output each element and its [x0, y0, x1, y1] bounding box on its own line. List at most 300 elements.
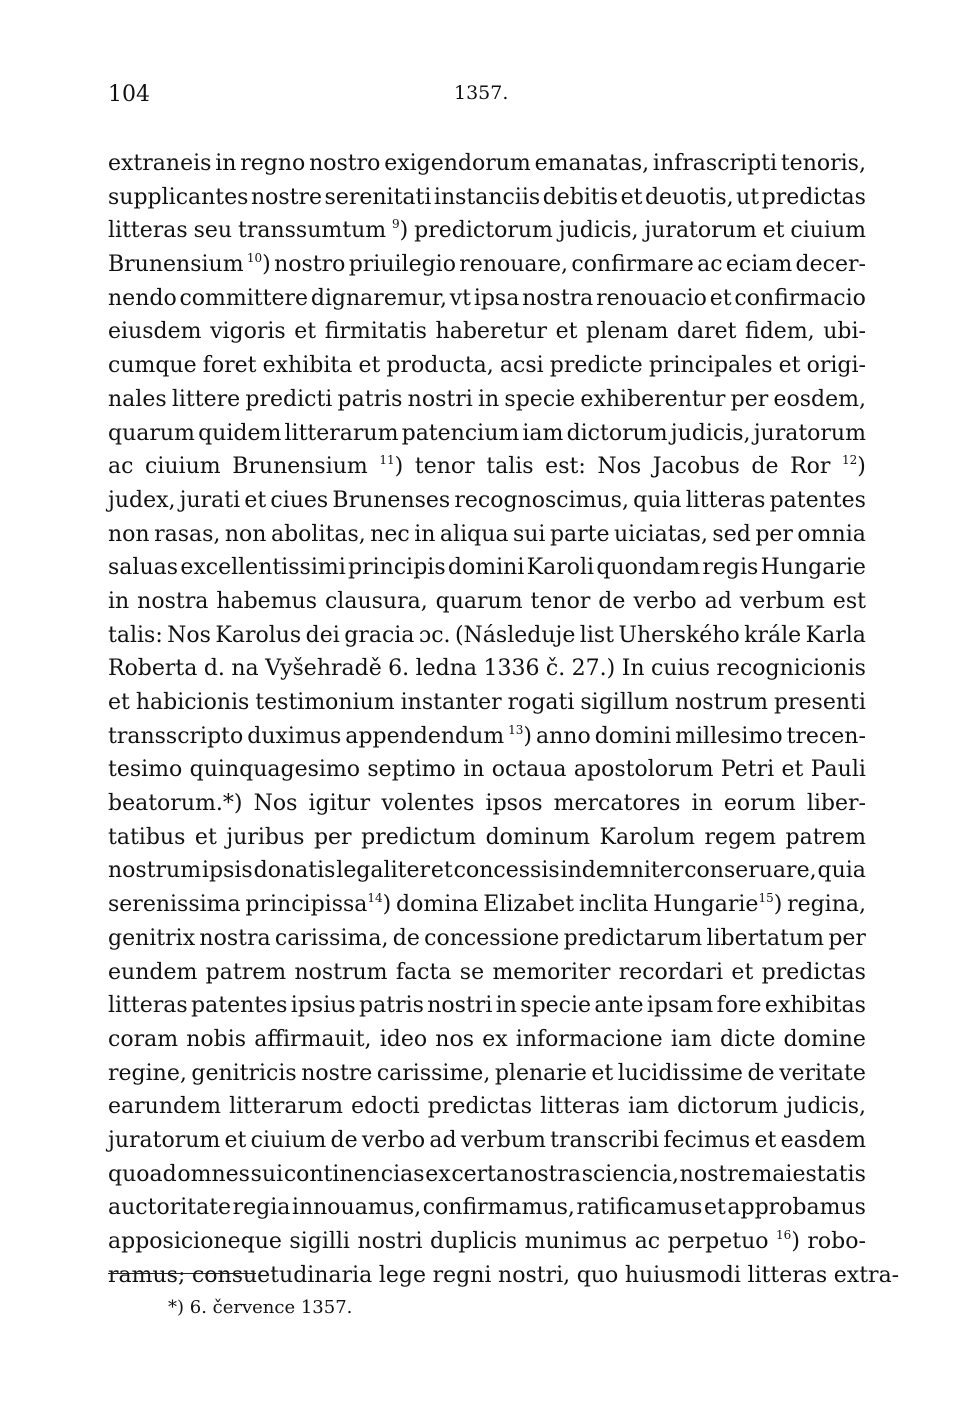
word: edocti [351, 1094, 420, 1120]
text-line [108, 821, 866, 855]
text-line [108, 787, 866, 821]
footnote: *) 6. července 1357. [168, 1297, 353, 1318]
word: predictas [427, 1094, 533, 1120]
running-header [108, 82, 866, 122]
text-line [108, 686, 866, 720]
word: nostre [250, 184, 323, 210]
word: d. [203, 656, 225, 682]
word: nostri [357, 1229, 423, 1254]
word: predictarum [563, 925, 703, 951]
word: ratificamus [576, 1195, 703, 1221]
word: quo [576, 1262, 619, 1288]
text-line [108, 922, 866, 956]
footnote-marker: 14 [367, 891, 383, 906]
word: trecen- [786, 723, 866, 749]
word: judicis, [786, 1094, 866, 1120]
word: iam [627, 1094, 669, 1120]
footnote-separator [108, 1273, 256, 1274]
word: priuilegio [348, 252, 456, 278]
word: et [224, 1127, 247, 1153]
word: apostolorum [573, 757, 714, 783]
text-line [108, 619, 866, 653]
word: volentes [381, 791, 475, 817]
word: robo- [807, 1229, 866, 1254]
word: cuius [650, 656, 710, 682]
word: committere [179, 285, 309, 311]
word: ciues [270, 487, 329, 513]
text-line [108, 383, 866, 417]
word: nostre [679, 1161, 751, 1187]
word: na [231, 656, 259, 682]
word: iam [670, 1026, 712, 1052]
word: regine, [108, 1060, 187, 1086]
word: et [430, 858, 453, 884]
word: Karoli [526, 555, 595, 581]
word: haberetur [435, 319, 547, 345]
word: regia [232, 1195, 291, 1221]
word: Karolum [599, 824, 695, 850]
word: rasas, [154, 521, 221, 547]
word: č. [545, 656, 566, 682]
word: exhibita [262, 353, 353, 379]
text-line [108, 450, 866, 484]
word: per [755, 521, 793, 547]
word: $^{13}$) [508, 722, 533, 749]
word: et [703, 1195, 726, 1221]
text-line [108, 1225, 866, 1259]
word: seu [193, 218, 233, 244]
word: litteras [685, 487, 766, 513]
text-line [108, 1023, 866, 1057]
word: regina, [787, 892, 866, 918]
text-line [108, 720, 866, 754]
word: de [330, 1127, 358, 1153]
word: littere [171, 386, 241, 412]
word: decer- [795, 252, 866, 278]
word: munimus [524, 1229, 628, 1254]
word: eiusdem [108, 319, 202, 345]
word: quidem [198, 420, 282, 446]
word: $^9$) [392, 217, 409, 244]
text-line [108, 147, 866, 181]
word: predictas [761, 959, 866, 985]
word: nostrum [674, 690, 768, 715]
word: domina [396, 892, 479, 918]
word: ipsa [473, 285, 520, 311]
word: predicte [549, 353, 643, 379]
text-line [108, 214, 866, 248]
word: ciuium [145, 454, 221, 480]
word: litterarum [229, 1094, 344, 1120]
word: origi- [806, 353, 866, 379]
text-line [108, 417, 866, 451]
word: concessis [453, 858, 560, 884]
word: fecimus [663, 1127, 751, 1153]
word: Nos [253, 791, 298, 817]
word: donatis [253, 858, 336, 884]
word: ramus; [108, 1262, 186, 1288]
footnote-marker: 16 [776, 1228, 792, 1242]
word: specie [520, 993, 592, 1019]
word: litteras [540, 1094, 620, 1120]
word: approbamus [727, 1195, 866, 1221]
word: 27.) [571, 656, 616, 682]
text-line [108, 484, 866, 518]
word: Hungarie [760, 555, 866, 581]
word: nos [435, 1026, 475, 1052]
word: sciencia, [581, 1161, 679, 1187]
word: quondam [596, 555, 701, 581]
word: confirmare [571, 252, 694, 278]
word: et [754, 1127, 777, 1153]
word: patrem [205, 959, 287, 985]
word: libertatum [706, 925, 825, 951]
word: in [477, 386, 500, 412]
word: juratorum [753, 420, 866, 446]
word: ante [594, 993, 644, 1019]
word: Uherského [618, 622, 740, 648]
word: easdem [780, 1127, 866, 1153]
word: ubi- [823, 319, 866, 345]
word: ɔc. [418, 622, 451, 648]
word: anno [536, 723, 591, 749]
word: ac [697, 252, 723, 278]
word: nendo [108, 285, 177, 311]
word: appendendum [345, 723, 505, 749]
word: Brunensium [232, 454, 368, 480]
text-line [108, 1191, 866, 1225]
footnote-marker: 11 [379, 453, 395, 468]
word: recordari [618, 959, 724, 985]
word: et [591, 1060, 614, 1086]
word: dictorum [566, 420, 668, 446]
word: regno [240, 151, 306, 176]
word: Ror [790, 454, 831, 480]
word: $^{16}$) [776, 1228, 800, 1254]
word: acsi [499, 353, 544, 379]
word: affirmauit, [254, 1026, 372, 1052]
text-line [108, 888, 866, 922]
word: Roberta [108, 656, 198, 682]
word: Karolus [215, 622, 302, 648]
text-line [108, 1158, 866, 1192]
word: concessione [424, 925, 560, 951]
word: igitur [308, 791, 371, 817]
text-line [108, 854, 866, 888]
word: continencias [283, 1161, 425, 1187]
word: abolitas, [270, 521, 366, 547]
word: tenor [414, 454, 475, 480]
word: nostrum [108, 858, 202, 884]
word: sed [712, 521, 751, 547]
word: patentes [191, 993, 288, 1019]
word: domini [447, 555, 525, 581]
word: verbum [739, 588, 825, 614]
word: judicis, [558, 218, 639, 244]
word: regis [702, 555, 759, 581]
word: clausura, [324, 588, 428, 614]
word: nostra [199, 925, 271, 951]
word: vigoris [210, 319, 286, 345]
word: ex [425, 1161, 451, 1187]
word: verbo [633, 588, 697, 614]
word: presenti [773, 690, 866, 715]
word: (Následuje [454, 622, 576, 648]
text-line [108, 1090, 866, 1124]
word: quia [817, 858, 866, 884]
footnote-marker: 13 [508, 722, 524, 737]
word: et [781, 757, 804, 783]
word: certa [451, 1161, 510, 1187]
word: $^{11}$) [379, 453, 404, 480]
word: debitis [542, 184, 619, 210]
text-line [108, 181, 866, 215]
text-line [108, 518, 866, 552]
word: sigillum [580, 690, 669, 715]
word: dignaremur, [310, 285, 447, 311]
word: se [459, 959, 485, 985]
word: plenam [586, 319, 669, 345]
word: predicti [245, 386, 333, 412]
word: renouare, [459, 252, 569, 278]
word: ciuium [250, 1127, 327, 1153]
word: quarum [435, 588, 523, 614]
word: et [108, 690, 130, 715]
word: nostri [407, 386, 473, 412]
word: de [751, 454, 779, 480]
word: ideo [379, 1026, 428, 1052]
word: ipsis [201, 858, 253, 884]
word: duplicis [430, 1229, 518, 1254]
word: maiestatis [751, 1161, 866, 1187]
word: transscripto [108, 723, 244, 749]
word: octaua [491, 757, 567, 783]
word: instanter [400, 690, 502, 715]
word: supplicantes [108, 184, 249, 210]
word: ipsius [290, 993, 356, 1019]
word: verbo [361, 1127, 426, 1153]
word: innouamus, [291, 1195, 422, 1221]
word: litterarum [284, 420, 399, 446]
word: et [709, 285, 732, 311]
word: eciam [725, 252, 793, 278]
word: litteras [108, 993, 188, 1019]
word: ipsos [485, 791, 543, 817]
word: ad [704, 588, 732, 614]
word: confirmacio [734, 285, 866, 311]
word: ex [482, 1026, 508, 1052]
word: Jacobus [652, 454, 740, 480]
word: septimo [367, 757, 456, 783]
text-line [108, 652, 866, 686]
word: sui [512, 521, 546, 547]
text-line [108, 1259, 900, 1293]
word: habemus [216, 588, 318, 614]
word: litteras [747, 1262, 828, 1288]
word: habicionis [135, 690, 250, 715]
word: nales [108, 386, 167, 412]
word: nobis [186, 1026, 247, 1052]
word: tatibus [108, 824, 186, 850]
body-text [108, 147, 900, 1292]
word: plenarie [494, 1060, 587, 1086]
word: fore [716, 993, 762, 1019]
word: de [598, 588, 626, 614]
word: de [747, 1060, 775, 1086]
word: eorum [723, 791, 796, 817]
word: exhiberentur [580, 386, 726, 412]
word: et [244, 487, 267, 513]
word: per [313, 824, 352, 850]
word: dei [305, 622, 340, 648]
word: cumque [108, 353, 197, 379]
word: recognicionis [716, 656, 866, 682]
word: deuotis, [644, 184, 734, 210]
word: talis: [108, 622, 163, 648]
word: est: [545, 454, 586, 480]
word: specie [504, 386, 576, 412]
word: sui [250, 1161, 284, 1187]
word: sigilli [289, 1229, 350, 1254]
word: Hungarie$^{15}$) [653, 891, 783, 918]
word: et [762, 218, 785, 244]
word: exhibitas [764, 993, 866, 1019]
word: vt [449, 285, 472, 311]
word: testimonium [255, 690, 395, 715]
word: confirmamus, [422, 1195, 575, 1221]
word: liber- [806, 791, 866, 817]
word: ledna [415, 656, 478, 682]
word: patencium [401, 420, 520, 446]
word: conseruare, [684, 858, 817, 884]
word: domini [594, 723, 672, 749]
word: auctoritate [108, 1195, 232, 1221]
word: dictorum [677, 1094, 779, 1120]
word: veritate [779, 1060, 866, 1086]
word: tenoris, [780, 151, 866, 176]
word: Petri [720, 757, 775, 783]
word: millesimo [675, 723, 783, 749]
word: indemniter [560, 858, 684, 884]
word: nec [370, 521, 410, 547]
word: foret [202, 353, 257, 379]
word: principissa$^{14}$) [245, 891, 392, 918]
word: $^{12}$) [841, 453, 866, 480]
word: list [579, 622, 614, 648]
word: coram [108, 1026, 179, 1052]
footnote-marker: 9 [392, 217, 400, 232]
word: inclita [578, 892, 649, 918]
word: renouacio [596, 285, 707, 311]
word: apposicioneque [108, 1229, 282, 1254]
word: patentes [769, 487, 866, 513]
word: serenitati [324, 184, 432, 210]
word: duximus [247, 723, 342, 749]
word: dicte [720, 1026, 776, 1052]
word: nostri, [498, 1262, 571, 1288]
word: nostro [274, 252, 346, 278]
word: Karla [805, 622, 866, 648]
word: parte [549, 521, 610, 547]
word: uiciatas, [614, 521, 708, 547]
word: lege [378, 1262, 427, 1288]
word: tesimo [108, 757, 183, 783]
footnote-marker: 12 [841, 453, 858, 468]
word: extra- [833, 1262, 900, 1288]
word: quinquagesimo [189, 757, 361, 783]
word: et [294, 319, 317, 345]
word: rogati [507, 690, 575, 715]
word: legaliter [336, 858, 431, 884]
text-line [108, 282, 866, 316]
word: Pauli [810, 757, 866, 783]
word: quia [633, 487, 682, 513]
word: facta [395, 959, 452, 985]
word: producta, [386, 353, 494, 379]
word: in [215, 151, 237, 176]
word: instanciis [433, 184, 541, 210]
word: aliqua [439, 521, 509, 547]
word: transsumtum [238, 218, 387, 244]
word: ac [108, 454, 134, 480]
word: earundem [108, 1094, 221, 1120]
word: verbum [460, 1127, 546, 1153]
word: et [731, 959, 754, 985]
word: genitrix [108, 925, 196, 951]
text-line [108, 1124, 866, 1158]
word: exigendorum [384, 151, 531, 176]
word: In [621, 656, 645, 682]
word: eundem [108, 959, 198, 985]
word: nostra [522, 285, 594, 311]
word: per [828, 925, 866, 951]
word: omnes [177, 1161, 250, 1187]
word: regem [704, 824, 776, 850]
word: de [392, 925, 420, 951]
word: et [555, 319, 578, 345]
word: non [224, 521, 267, 547]
word: predictorum [414, 218, 553, 244]
word: gracia [344, 622, 415, 648]
word: tenor [530, 588, 591, 614]
word: in [463, 757, 485, 783]
word: $^{10}$) [246, 251, 271, 278]
word: daret [676, 319, 737, 345]
word: 1336 [483, 656, 540, 682]
word: et [620, 184, 643, 210]
word: nostra [137, 588, 209, 614]
word: mercatores [553, 791, 681, 817]
word: 6. [388, 656, 410, 682]
word: Nos [167, 622, 211, 648]
word: carissima, [274, 925, 389, 951]
word: nostro [309, 151, 381, 176]
word: talis [486, 454, 534, 480]
word: nostre [301, 1060, 373, 1086]
word: quarum [108, 420, 195, 446]
text-line [108, 1057, 866, 1091]
footnote-marker: 10 [246, 251, 263, 266]
word: judex, [108, 487, 176, 513]
word: saluas [108, 555, 179, 581]
word: iam [522, 420, 564, 446]
word: regni [432, 1262, 492, 1288]
word: principales [648, 353, 773, 379]
word: in [414, 521, 436, 547]
word: judicis, [670, 420, 751, 446]
word: nostrum [294, 959, 388, 985]
word: carissime, [376, 1060, 491, 1086]
